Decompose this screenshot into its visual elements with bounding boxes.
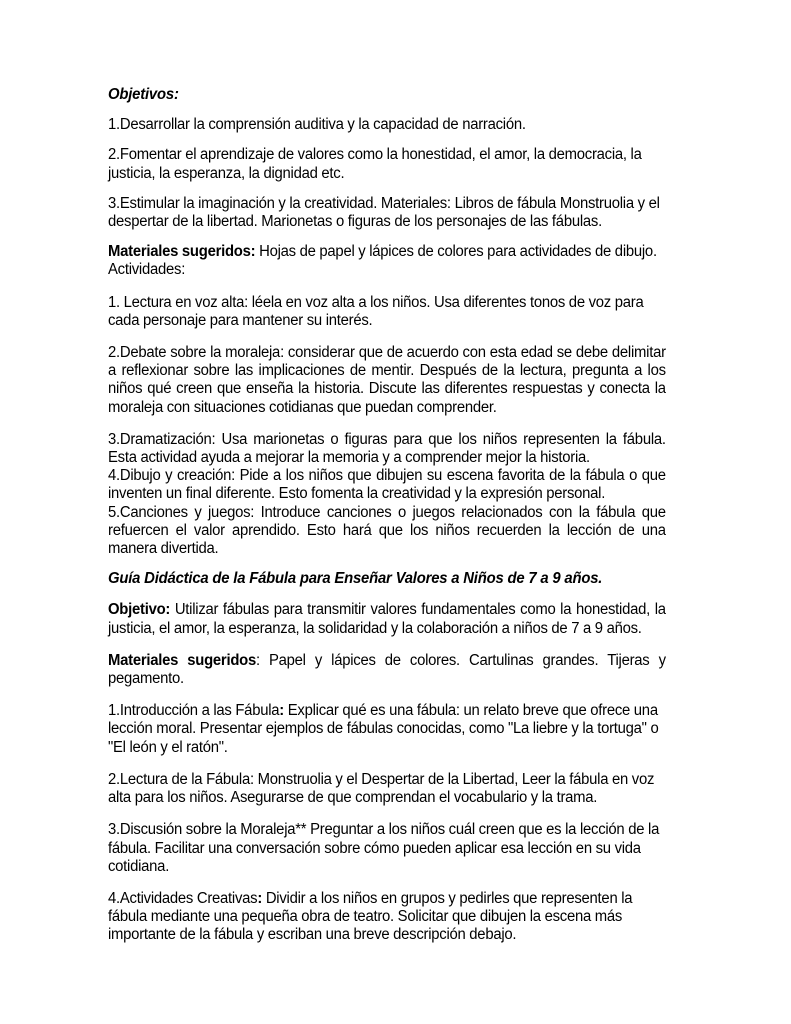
actividad-item-5: 5.Canciones y juegos: Introduce canciones o juegos relacionados con la fábula que refuercen el valor aprendido. Esto hará que los niños recuerden la lección de una manera divertida. <box>108 503 666 558</box>
actividad-item-2: 2.Debate sobre la moraleja: considerar que de acuerdo con esta edad se debe delimitar a reflexionar sobre las implicaciones de mentir. Después de la lectura, pregunta a los niños qué creen que enseña la historia. Discute las diferentes respuestas y conecta la moraleja con situaciones cotidianas que puedan comprender. <box>108 344 666 416</box>
materiales-sugeridos-label-1: Materiales sugeridos: <box>108 243 256 261</box>
section-heading-guia-didactica: Guía Didáctica de la Fábula para Enseñar Valores a Niños de 7 a 9 años. <box>108 570 603 588</box>
paso-item-1-text: Explicar qué es una fábula: un relato breve que ofrece una lección moral. Presentar ejemplos de fábulas conocidas, como "La liebre y la tortuga" o "El león y el ratón". <box>108 702 659 756</box>
materiales-sugeridos-paragraph-1 <box>108 243 666 279</box>
materiales-sugeridos-text-2: : Papel y lápices de colores. Cartulinas grandes. Tijeras y pegamento. <box>108 651 666 688</box>
actividad-item-1: 1. Lectura en voz alta: léela en voz alta a los niños. Usa diferentes tonos de voz para cada personaje para mantener su interés. <box>108 293 644 329</box>
actividad-item-3: 3.Dramatización: Usa marionetas o figuras para que los niños representen la fábula. Esta actividad ayuda a mejorar la memoria y a comprender mejor la historia. <box>108 430 666 467</box>
materiales-sugeridos-text-1: Hojas de papel y lápices de colores para actividades de dibujo. Actividades: <box>108 243 657 279</box>
objetivo-item-3: 3.Estimular la imaginación y la creatividad. Materiales: Libros de fábula Monstruolia y el despertar de la libertad. Marionetas o figuras de los personajes de las fábulas. <box>108 194 660 231</box>
section-heading-objetivos: Objetivos: <box>108 86 179 103</box>
paso-item-1-colon: : <box>279 702 284 720</box>
objetivo-general-paragraph <box>108 601 666 637</box>
paso-item-4-text: Dividir a los niños en grupos y pedirles que representen la fábula mediante una pequeña obra de teatro. Solicitar que dibujen la escena más importante de la fábula y escriban una breve descripción debajo. <box>108 889 633 944</box>
paso-item-4-prefix: 4.Actividades Creativas <box>108 889 258 907</box>
paso-item-2: 2.Lectura de la Fábula: Monstruolia y el Despertar de la Libertad, Leer la fábula en voz alta para los niños. Asegurarse de que comprendan el vocabulario y la trama. <box>108 770 655 807</box>
paso-item-1 <box>108 702 666 757</box>
document-body <box>108 86 686 957</box>
paso-item-4-colon: : <box>257 889 263 907</box>
objetivo-general-text: Utilizar fábulas para transmitir valores fundamentales como la honestidad, la justicia, el amor, la esperanza, la solidaridad y la colaboración a niños de 7 a 9 años. <box>108 601 666 637</box>
paso-item-1-prefix: 1.Introducción a las Fábula <box>108 702 280 720</box>
objetivo-general-label: Objetivo: <box>108 601 171 619</box>
materiales-sugeridos-paragraph-2 <box>108 652 666 688</box>
objetivo-item-2: 2.Fomentar el aprendizaje de valores como la honestidad, el amor, la democracia, la justicia, la esperanza, la dignidad etc. <box>108 146 642 182</box>
paso-item-3: 3.Discusión sobre la Moraleja** Preguntar a los niños cuál creen que es la lección de la fábula. Facilitar una conversación sobre cómo pueden aplicar esa lección en su vida cotidiana. <box>108 821 660 875</box>
materiales-sugeridos-label-2: Materiales sugeridos <box>108 651 256 669</box>
paso-item-4 <box>108 890 666 945</box>
objetivo-item-1: 1.Desarrollar la comprensión auditiva y la capacidad de narración. <box>108 116 526 134</box>
actividad-item-4: 4.Dibujo y creación: Pide a los niños que dibujen su escena favorita de la fábula o que inventen un final diferente. Esto fomenta la creatividad y la expresión personal. <box>108 467 666 503</box>
